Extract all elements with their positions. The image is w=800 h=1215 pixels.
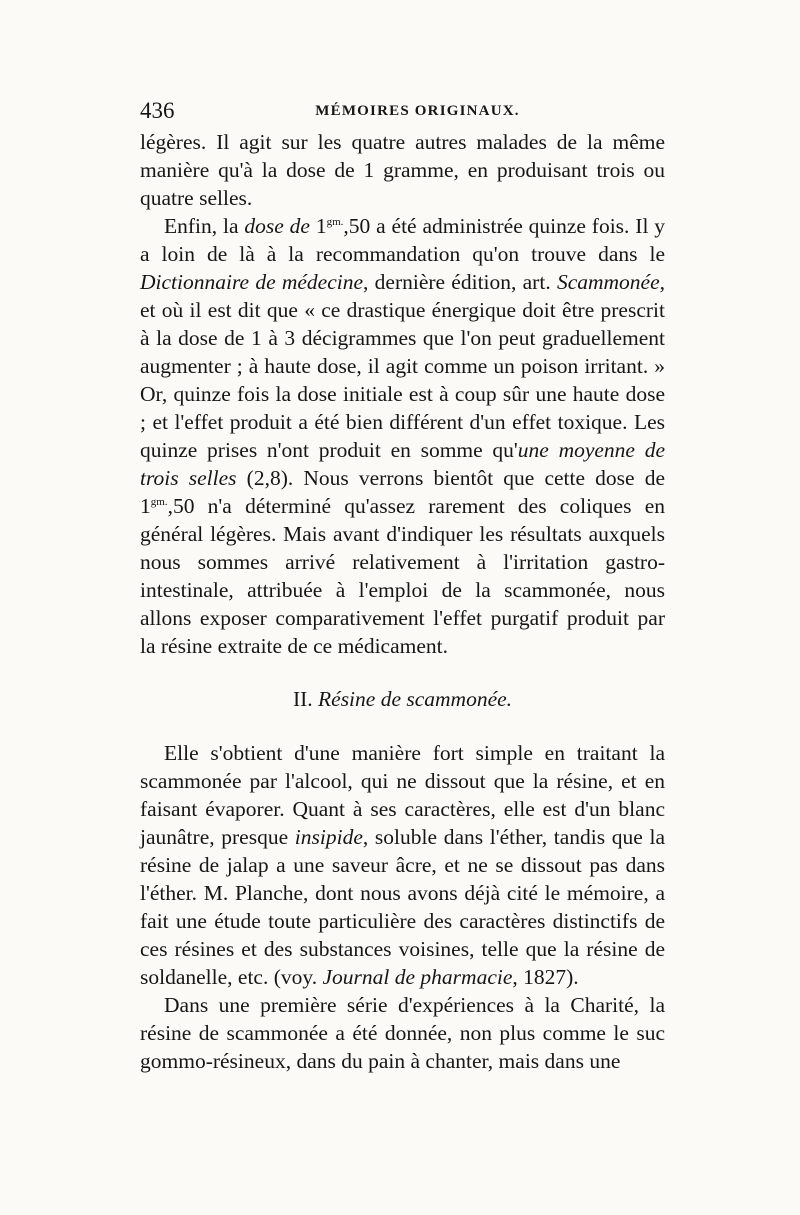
body-text bbox=[140, 128, 665, 1075]
paragraph-experiences: Dans une première série d'expériences à la Charité, la résine de scammonée a été donnée, non plus comme le suc gommo-résineux, dans du pain à chanter, mais dans une bbox=[140, 993, 665, 1073]
paragraph-dose: Enfin, la dose de $1^{gm.},50$ a été administrée quinze fois. Il y a loin de là à la recommandation qu'on trouve dans le Dictionnaire de médecine, dernière édition, art. Scammonée, et où il est dit que « ce drastique énergique doit être prescrit à la dose de 1 à 3 décigrammes que l'on peut graduellement augmenter ; à haute dose, il agit comme un poison irritant. » Or, quinze fois la dose initiale est à coup sûr une haute dose ; et l'effet produit a été bien différent d'un effet toxique. Les quinze prises n'ont produit en somme qu'une moyenne de trois selles (2,8). Nous verrons bientôt que cette dose de $1^{gm.},50$ n'a déterminé qu'assez rarement des coliques en général légères. Mais avant d'indiquer les résultats auxquels nous sommes arrivé relativement à l'irritation gastro-intestinale, attribuée à l'emploi de la scammonée, nous allons exposer comparativement l'effet purgatif produit par la résine extraite de ce médicament. bbox=[140, 214, 666, 658]
page-header bbox=[140, 95, 665, 127]
section-number: II. bbox=[292, 687, 313, 711]
section-heading bbox=[140, 685, 665, 713]
running-title: MÉMOIRES ORIGINAUX. bbox=[315, 103, 520, 119]
section-title: Résine de scammonée. bbox=[318, 687, 513, 711]
paragraph-resine: Elle s'obtient d'une manière fort simple en traitant la scammonée par l'alcool, qui ne dissout que la résine, et en faisant évaporer. Quant à ses caractères, elle est d'un blanc jaunâtre, presque insipide, soluble dans l'éther, tandis que la résine de jalap a une saveur âcre, et ne se dissout pas dans l'éther. M. Planche, dont nous avons déjà cité le mémoire, a fait une étude toute particulière des caractères distinctifs de ces résines et des substances voisines, telle que la résine de soldanelle, etc. (voy. Journal de pharmacie, 1827). bbox=[140, 741, 665, 989]
page-number: 436 bbox=[140, 98, 175, 123]
paragraph-continuation: légères. Il agit sur les quatre autres malades de la même manière qu'à la dose de 1 gramme, en produisant trois ou quatre selles. bbox=[140, 130, 665, 210]
